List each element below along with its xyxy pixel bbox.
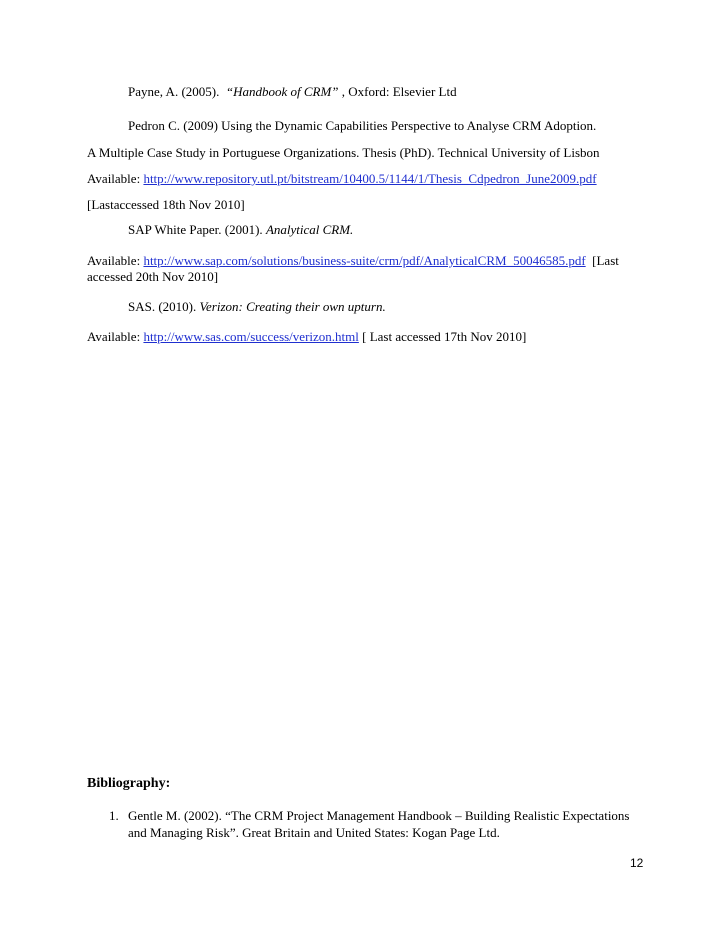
bibliography-heading: Bibliography: bbox=[87, 776, 171, 791]
reference-author-date: Payne, A. (2005). bbox=[128, 84, 220, 99]
reference-sap-availability bbox=[87, 252, 619, 269]
bibliography-item-line1: Gentle M. (2002). “The CRM Project Management Handbook – Building Realistic Expectations bbox=[128, 808, 630, 823]
reference-accessed: [Last bbox=[592, 253, 619, 268]
reference-sap-accessed: accessed 20th Nov 2010] bbox=[87, 269, 219, 284]
reference-title: Analytical CRM. bbox=[265, 222, 354, 237]
sap-whitepaper-link[interactable]: http://www.sap.com/solutions/business-suite/crm/pdf/AnalyticalCRM_50046585.pdf bbox=[143, 253, 586, 268]
bibliography-item-line2: and Managing Risk”. Great Britain and United States: Kogan Page Ltd. bbox=[128, 825, 500, 840]
available-label: Available: bbox=[87, 171, 141, 186]
list-item-number: 1. bbox=[109, 808, 119, 823]
reference-sap bbox=[128, 221, 353, 238]
page-number: 12 bbox=[630, 856, 644, 870]
reference-publisher: , Oxford: Elsevier Ltd bbox=[341, 84, 457, 99]
sas-verizon-link[interactable]: http://www.sas.com/success/verizon.html bbox=[143, 329, 359, 344]
reference-pedron-availability bbox=[87, 170, 597, 187]
reference-title: “Handbook of CRM” bbox=[225, 84, 339, 99]
reference-pedron-line2: A Multiple Case Study in Portuguese Organizations. Thesis (PhD). Technical University of Lisbon bbox=[87, 145, 600, 160]
available-label: Available: bbox=[87, 329, 141, 344]
reference-sas-availability bbox=[87, 328, 526, 345]
reference-title: Verizon: Creating their own upturn. bbox=[199, 299, 386, 314]
pedron-thesis-link[interactable]: http://www.repository.utl.pt/bitstream/10400.5/1144/1/Thesis_Cdpedron_June2009.pdf bbox=[143, 171, 597, 186]
available-label: Available: bbox=[87, 253, 141, 268]
reference-author-date: SAS. (2010). bbox=[128, 299, 197, 314]
reference-payne bbox=[128, 83, 457, 100]
reference-pedron-accessed: [Lastaccessed 18th Nov 2010] bbox=[87, 197, 245, 212]
reference-accessed: [ Last accessed 17th Nov 2010] bbox=[362, 329, 527, 344]
reference-author-date: SAP White Paper. (2001). bbox=[128, 222, 263, 237]
reference-pedron-line1: Pedron C. (2009) Using the Dynamic Capabilities Perspective to Analyse CRM Adoption. bbox=[128, 118, 597, 133]
reference-sas bbox=[128, 298, 386, 315]
